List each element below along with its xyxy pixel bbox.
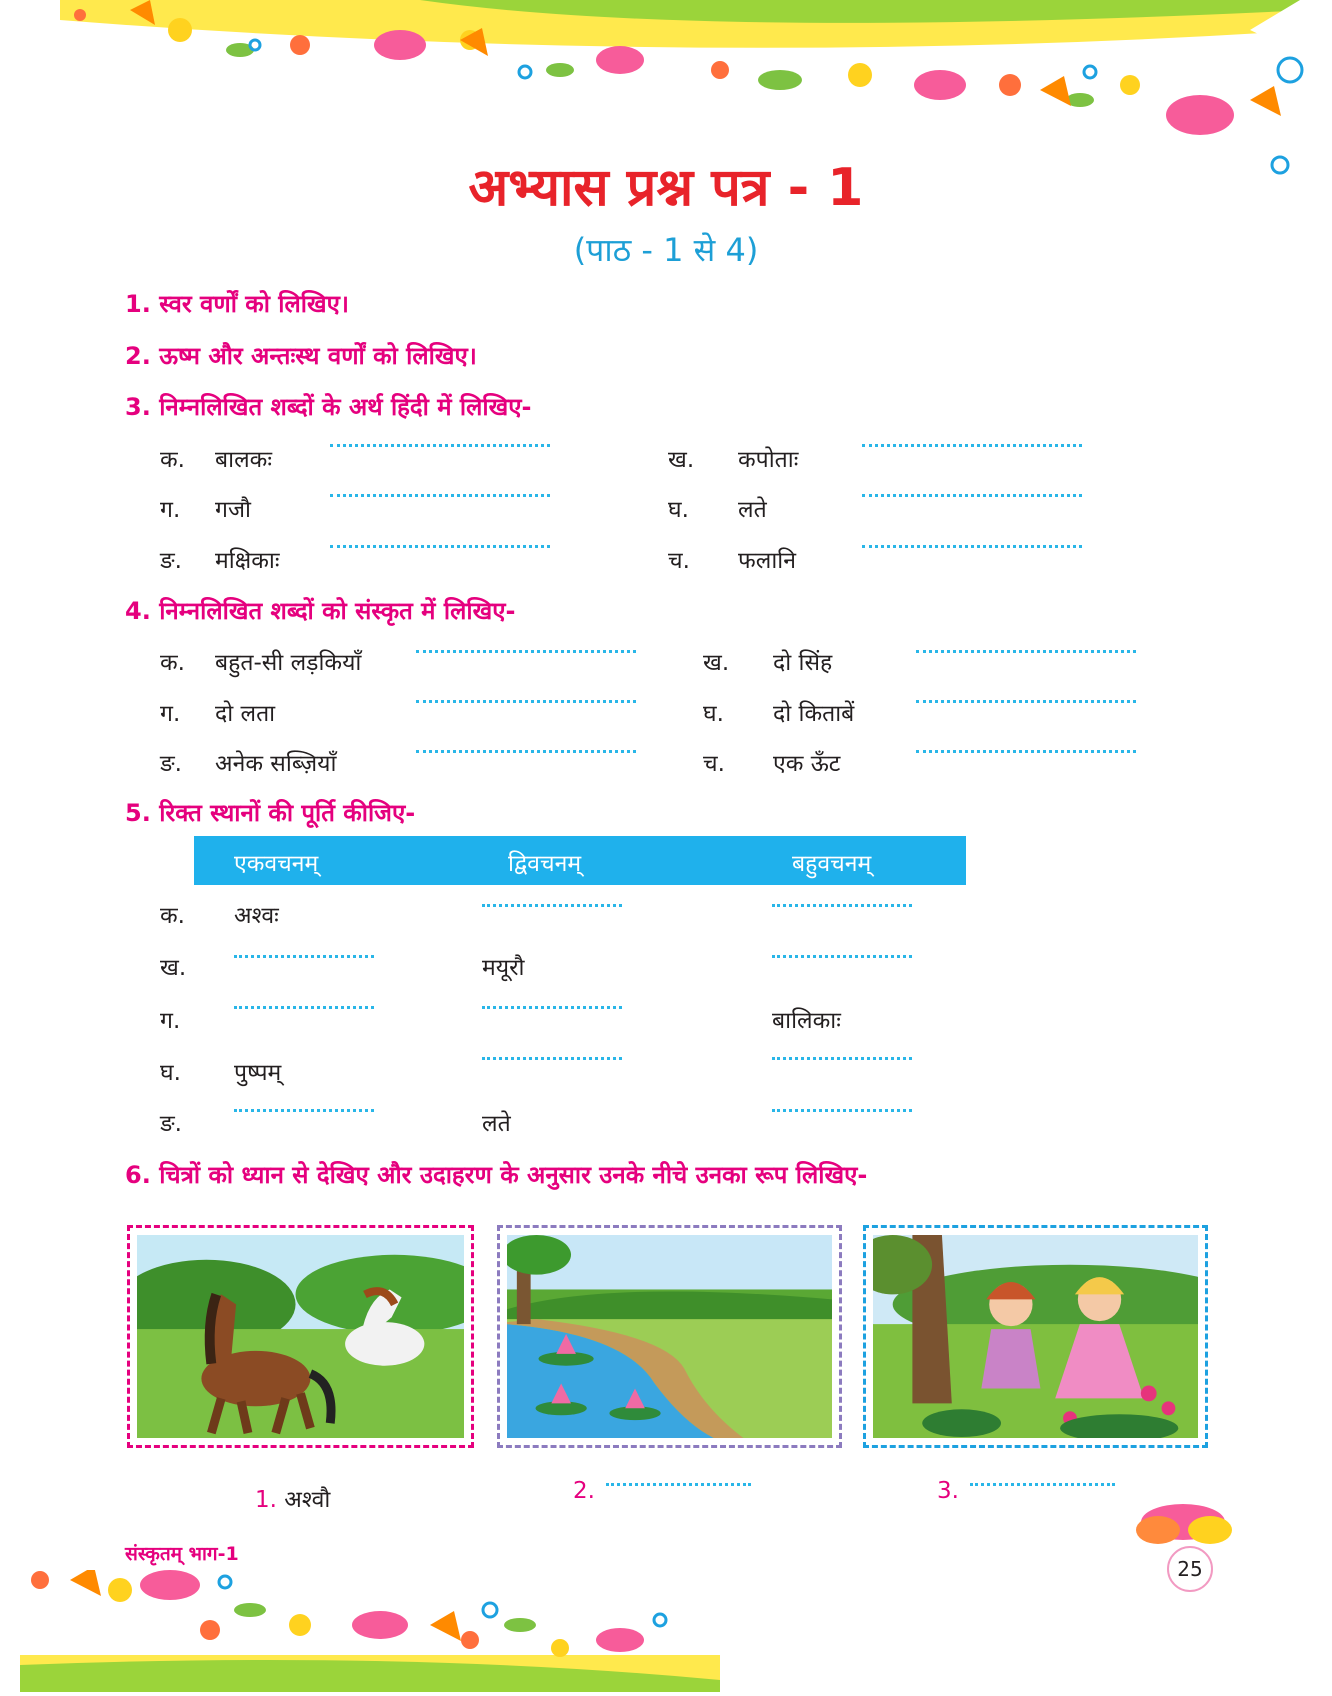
page-number: 25: [1167, 1546, 1213, 1592]
bottom-decorative-banner: [0, 1570, 1332, 1692]
answer-blank[interactable]: [330, 494, 550, 497]
book-name: संस्कृतम् भाग-1: [125, 1543, 239, 1565]
answer-blank[interactable]: [862, 444, 1082, 447]
picture-answer-3: 3.: [937, 1478, 959, 1504]
answer-blank[interactable]: [606, 1483, 751, 1486]
picture-girls: [863, 1225, 1208, 1448]
answer-blank[interactable]: [234, 1006, 374, 1009]
answer-blank[interactable]: [234, 1109, 374, 1112]
page-subtitle: (पाठ - 1 से 4): [573, 231, 759, 269]
answer-blank[interactable]: [482, 1006, 622, 1009]
answer-blank[interactable]: [416, 700, 636, 703]
answer-blank[interactable]: [862, 545, 1082, 548]
answer-blank[interactable]: [772, 955, 912, 958]
question-1: 1. स्वर वर्णों को लिखिए।: [125, 290, 350, 318]
answer-blank[interactable]: [970, 1483, 1115, 1486]
answer-blank[interactable]: [416, 650, 636, 653]
answer-blank[interactable]: [482, 904, 622, 907]
answer-blank[interactable]: [772, 1109, 912, 1112]
answer-blank[interactable]: [916, 700, 1136, 703]
question-5: 5. रिक्त स्थानों की पूर्ति कीजिए-: [125, 799, 416, 827]
answer-blank[interactable]: [482, 1057, 622, 1060]
question-4: 4. निम्नलिखित शब्दों को संस्कृत में लिखिए-: [125, 597, 516, 625]
answer-blank[interactable]: [234, 955, 374, 958]
header-singular: एकवचनम्: [234, 851, 319, 877]
picture-lotus-pond: [497, 1225, 842, 1448]
answer-blank[interactable]: [416, 750, 636, 753]
answer-blank[interactable]: [330, 545, 550, 548]
question-2: 2. ऊष्म और अन्तःस्थ वर्णों को लिखिए।: [125, 342, 477, 370]
answer-blank[interactable]: [330, 444, 550, 447]
answer-blank[interactable]: [862, 494, 1082, 497]
question-3: 3. निम्नलिखित शब्दों के अर्थ हिंदी में लिखिए-: [125, 393, 532, 421]
header-dual: द्विवचनम्: [508, 851, 582, 877]
header-plural: बहुवचनम्: [792, 851, 872, 877]
answer-blank[interactable]: [772, 1057, 912, 1060]
answer-blank[interactable]: [916, 650, 1136, 653]
question-6: 6. चित्रों को ध्यान से देखिए और उदाहरण के अनुसार उनके नीचे उनका रूप लिखिए-: [125, 1161, 868, 1189]
answer-blank[interactable]: [772, 904, 912, 907]
picture-answer-2: 2.: [573, 1478, 595, 1504]
page-title: अभ्यास प्रश्न पत्र - 1: [468, 158, 864, 218]
answer-blank[interactable]: [916, 750, 1136, 753]
picture-horses: [127, 1225, 474, 1448]
picture-answer-1: 1. अश्वौ: [255, 1487, 331, 1513]
